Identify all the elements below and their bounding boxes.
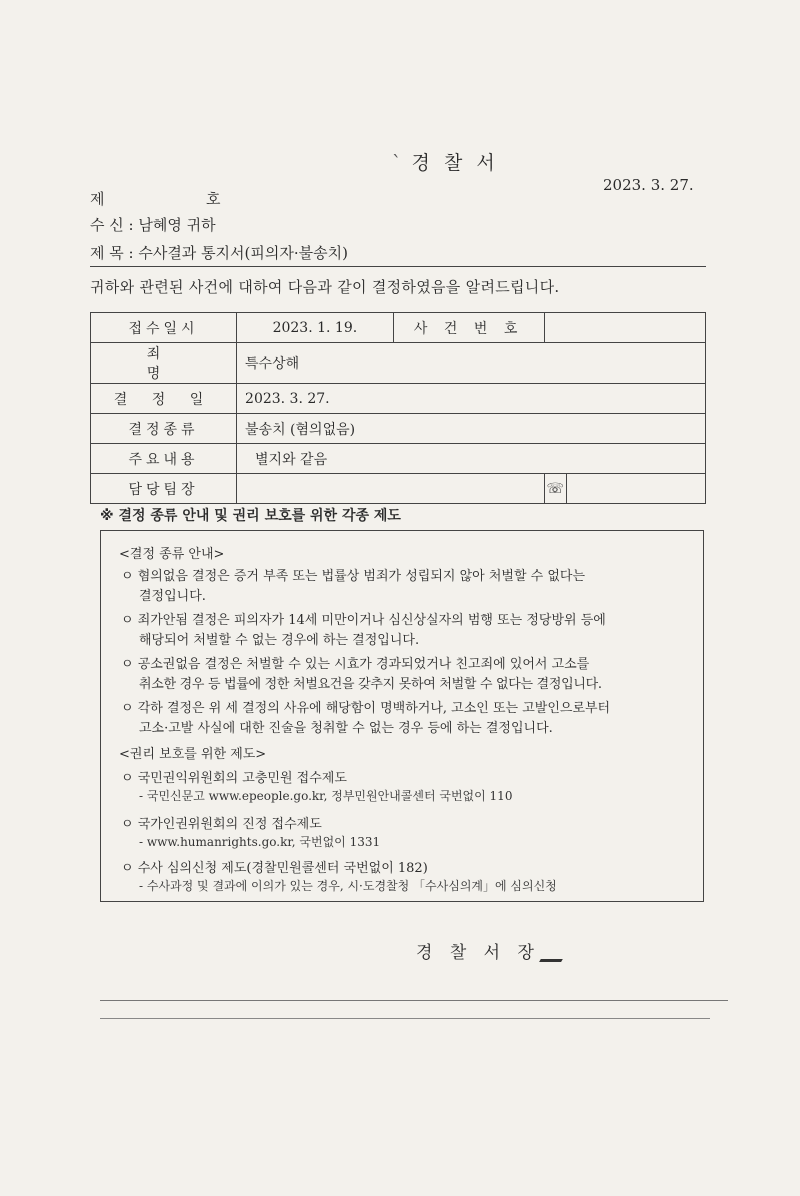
seal-icon	[539, 945, 571, 962]
main-content-value: 별지와 같음	[237, 444, 706, 474]
type-item-1-line1: ㅇ 혐의없음 결정은 증거 부족 또는 법률상 범죄가 성립되지 않아 처벌할 수 없다는	[121, 569, 586, 584]
case-number-value	[544, 313, 705, 343]
ref-label: 제	[90, 190, 105, 208]
table-row	[91, 474, 706, 504]
type-item-3-line1: ㅇ 공소권없음 결정은 처벌할 수 있는 시효가 경과되었거나 친고죄에 있어서 고소를	[121, 657, 590, 672]
rights-heading: <권리 보호를 위한 제도>	[119, 747, 267, 762]
case-info-table	[90, 312, 706, 504]
issuer-text: 경 찰 서 장	[416, 943, 540, 963]
rights-item-3-detail: - 수사과정 및 결과에 이의가 있는 경우, 시·도경찰청 「수사심의계」에 심의신청	[139, 879, 557, 893]
issue-date: 2023. 3. 27.	[603, 176, 694, 194]
table-row	[91, 414, 706, 444]
bottom-divider-2	[100, 1018, 710, 1019]
rights-item-2: ㅇ 국가인권위원회의 진정 접수제도	[121, 817, 322, 832]
decision-date-label: 결 정 일	[91, 384, 237, 414]
team-leader-value	[237, 474, 544, 504]
table-row	[91, 313, 706, 343]
phone-icon: ☏	[544, 474, 567, 504]
charge-label: 죄 명	[91, 343, 237, 384]
team-leader-label: 담당팀장	[91, 474, 237, 504]
decision-type-value: 불송치 (혐의없음)	[237, 414, 706, 444]
phone-value	[567, 474, 706, 504]
case-number-label: 사 건 번 호	[393, 313, 544, 343]
received-value: 2023. 1. 19.	[237, 313, 394, 343]
table-row	[91, 343, 706, 384]
decision-date-value: 2023. 3. 27.	[237, 384, 706, 414]
rights-item-1: ㅇ 국민권익위원회의 고충민원 접수제도	[121, 771, 347, 786]
title-mark: `	[392, 152, 402, 174]
rights-item-1-detail: - 국민신문고 www.epeople.go.kr, 정부민원안내콜센터 국번없이 110	[139, 789, 513, 803]
main-content-label: 주요내용	[91, 444, 237, 474]
type-item-2-line1: ㅇ 죄가안됨 결정은 피의자가 14세 미만이거나 심신상실자의 범행 또는 정당방위 등에	[121, 613, 606, 628]
header-divider	[90, 266, 706, 267]
received-label: 접수일시	[91, 313, 237, 343]
issuer-signature	[416, 938, 566, 963]
rights-item-3: ㅇ 수사 심의신청 제도(경찰민원콜센터 국번없이 182)	[121, 861, 428, 876]
notice-box	[100, 530, 704, 902]
charge-value: 특수상해	[237, 343, 706, 384]
intro-text: 귀하와 관련된 사건에 대하여 다음과 같이 결정하였음을 알려드립니다.	[90, 278, 560, 296]
types-heading: <결정 종류 안내>	[119, 547, 225, 562]
section-title: ※ 결정 종류 안내 및 권리 보호를 위한 각종 제도	[100, 508, 401, 524]
table-row	[91, 444, 706, 474]
decision-type-label: 결정종류	[91, 414, 237, 444]
type-item-1-line2: 결정입니다.	[139, 589, 206, 604]
type-item-2-line2: 해당되어 처벌할 수 없는 경우에 하는 결정입니다.	[139, 633, 420, 648]
bottom-divider	[100, 1000, 728, 1001]
table-row	[91, 384, 706, 414]
recipient-line: 수 신 : 남혜영 귀하	[90, 216, 216, 234]
title-text: 경 찰 서	[411, 152, 499, 174]
ref-suffix: 호	[206, 190, 221, 208]
subject-line: 제 목 : 수사결과 통지서(피의자·불송치)	[90, 244, 348, 262]
reference-number	[90, 188, 221, 209]
document-title	[392, 148, 499, 175]
type-item-3-line2: 취소한 경우 등 법률에 정한 처벌요건을 갖추지 못하여 처벌할 수 없다는 결정입니다.	[139, 677, 602, 692]
type-item-4-line1: ㅇ 각하 결정은 위 세 결정의 사유에 해당함이 명백하거나, 고소인 또는 고발인으로부터	[121, 701, 611, 716]
rights-item-2-detail: - www.humanrights.go.kr, 국번없이 1331	[139, 835, 381, 849]
type-item-4-line2: 고소·고발 사실에 대한 진술을 청취할 수 없는 경우 등에 하는 결정입니다.	[139, 721, 553, 736]
